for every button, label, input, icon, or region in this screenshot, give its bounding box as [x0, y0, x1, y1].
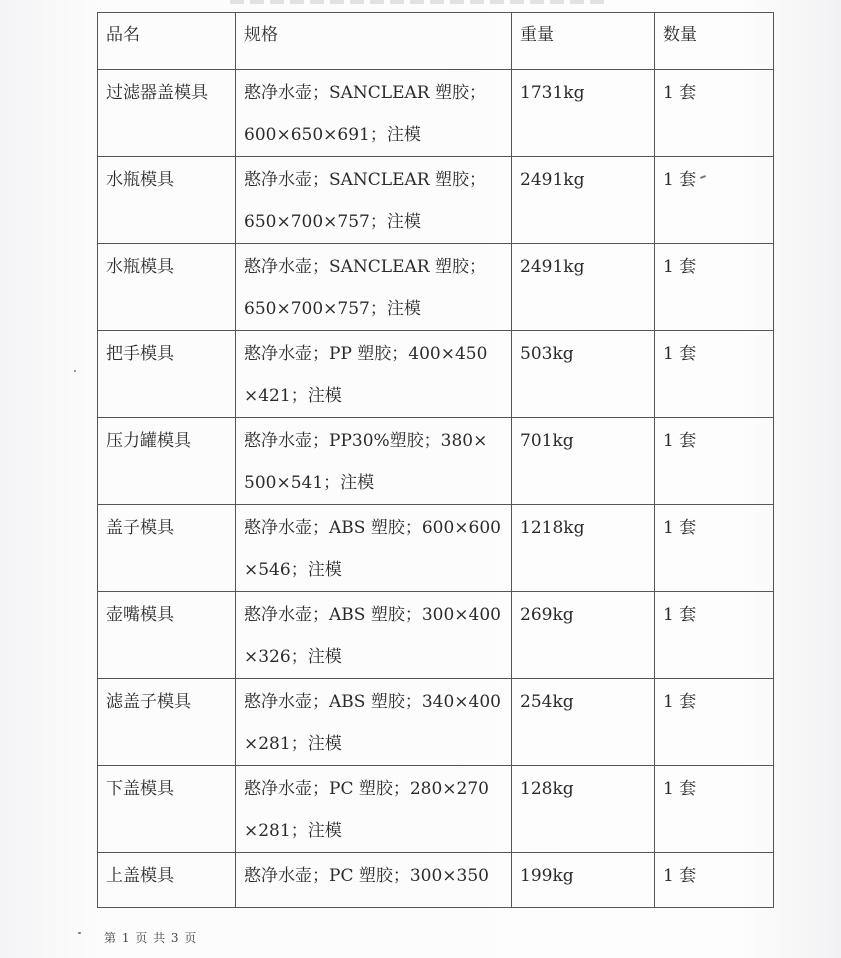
item-weight-cell: 199kg: [512, 853, 655, 908]
item-qty-cell: 1 套: [655, 331, 774, 418]
spec-line-2: 500×541；注模: [244, 473, 375, 493]
item-name-cell: 把手模具: [98, 331, 236, 418]
mold-list-table: [97, 12, 774, 908]
item-qty-cell: 1 套: [655, 853, 774, 908]
item-spec-cell: [236, 244, 512, 331]
item-name-cell: 上盖模具: [98, 853, 236, 908]
item-qty-cell: 1 套: [655, 766, 774, 853]
item-qty-cell: 1 套: [655, 157, 774, 244]
item-spec-cell: [236, 70, 512, 157]
spec-line-2: 650×700×757；注模: [244, 212, 421, 232]
item-name-cell: 盖子模具: [98, 505, 236, 592]
item-name-cell: 滤盖子模具: [98, 679, 236, 766]
table-row: [98, 331, 774, 418]
item-weight-cell: 128kg: [512, 766, 655, 853]
item-spec-cell: [236, 853, 512, 908]
table-row: [98, 679, 774, 766]
table-row: [98, 853, 774, 908]
spec-line-1: 憨净水壶；PC 塑胶；300×350: [244, 866, 489, 886]
header-cell-qty: 数量: [655, 13, 774, 70]
item-name-cell: 壶嘴模具: [98, 592, 236, 679]
item-spec-cell: [236, 157, 512, 244]
spec-line-2: 600×650×691；注模: [244, 125, 421, 145]
spec-line-1: 憨净水壶；PP 塑胶；400×450: [244, 344, 488, 364]
table-row: [98, 766, 774, 853]
spec-line-1: 憨净水壶；PP30%塑胶；380×: [244, 431, 488, 451]
item-weight-cell: 1731kg: [512, 70, 655, 157]
spec-line-2: 650×700×757；注模: [244, 299, 421, 319]
spec-line-1: 憨净水壶；SANCLEAR 塑胶；: [244, 83, 486, 103]
item-spec-cell: [236, 766, 512, 853]
header-cell-weight: 重量: [512, 13, 655, 70]
page-number-footer: 第 1 页 共 3 页: [104, 931, 198, 945]
header-cell-spec: 规格: [236, 13, 512, 70]
spec-line-2: ×326；注模: [244, 647, 342, 667]
item-name-cell: 水瓶模具: [98, 244, 236, 331]
spec-line-1: 憨净水壶；PC 塑胶；280×270: [244, 779, 489, 799]
item-weight-cell: 254kg: [512, 679, 655, 766]
item-name-cell: 压力罐模具: [98, 418, 236, 505]
table-row: [98, 70, 774, 157]
cut-off-title-strip: [230, 0, 610, 4]
table-row: [98, 244, 774, 331]
spec-line-1: 憨净水壶；ABS 塑胶；600×600: [244, 518, 501, 538]
spec-line-1: 憨净水壶；SANCLEAR 塑胶；: [244, 257, 486, 277]
table-row: [98, 157, 774, 244]
item-weight-cell: 503kg: [512, 331, 655, 418]
spec-line-2: ×281；注模: [244, 821, 342, 841]
item-qty-cell: 1 套: [655, 418, 774, 505]
item-spec-cell: [236, 679, 512, 766]
spec-line-1: 憨净水壶；SANCLEAR 塑胶；: [244, 170, 486, 190]
spec-line-2: ×421；注模: [244, 386, 342, 406]
item-spec-cell: [236, 505, 512, 592]
header-cell-name: 品名: [98, 13, 236, 70]
item-spec-cell: [236, 592, 512, 679]
item-spec-cell: [236, 418, 512, 505]
item-qty-cell: 1 套: [655, 592, 774, 679]
scan-speck: [78, 932, 81, 934]
item-weight-cell: 701kg: [512, 418, 655, 505]
item-qty-cell: 1 套: [655, 70, 774, 157]
spec-line-1: 憨净水壶；ABS 塑胶；340×400: [244, 692, 501, 712]
item-weight-cell: 269kg: [512, 592, 655, 679]
table-row: [98, 592, 774, 679]
table-row: [98, 418, 774, 505]
item-spec-cell: [236, 331, 512, 418]
item-weight-cell: 1218kg: [512, 505, 655, 592]
spec-line-1: 憨净水壶；ABS 塑胶；300×400: [244, 605, 501, 625]
spec-line-2: ×546；注模: [244, 560, 342, 580]
table-row: [98, 505, 774, 592]
item-name-cell: 下盖模具: [98, 766, 236, 853]
item-name-cell: 过滤器盖模具: [98, 70, 236, 157]
scan-speck: [74, 370, 76, 372]
item-qty-cell: 1 套: [655, 244, 774, 331]
item-weight-cell: 2491kg: [512, 244, 655, 331]
item-name-cell: 水瓶模具: [98, 157, 236, 244]
table-header-row: [98, 13, 774, 70]
item-weight-cell: 2491kg: [512, 157, 655, 244]
item-qty-cell: 1 套: [655, 505, 774, 592]
spec-line-2: ×281；注模: [244, 734, 342, 754]
item-qty-cell: 1 套: [655, 679, 774, 766]
